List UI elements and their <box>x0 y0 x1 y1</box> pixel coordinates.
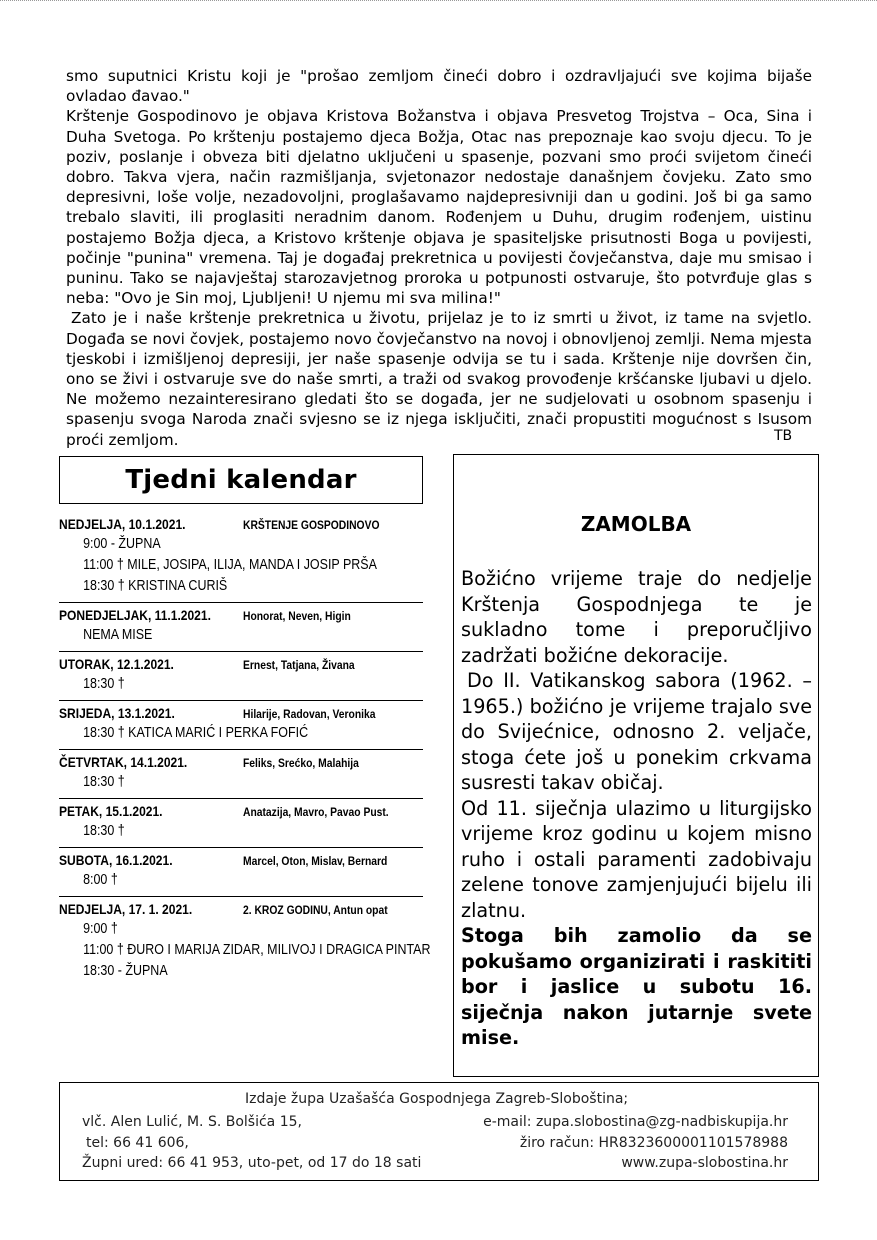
calendar-day <box>59 848 423 897</box>
calendar-day-name: SRIJEDA, 13.1.2021. <box>59 705 175 721</box>
article-text <box>66 66 812 450</box>
footer-priest-address: vlč. Alen Lulić, M. S. Bolšića 15, <box>82 1114 302 1130</box>
footer-bank-account: žiro račun: HR8323600001101578988 <box>519 1135 788 1151</box>
calendar-mass-entry: NEMA MISE <box>83 627 153 643</box>
zamolba-paragraph-3: Od 11. siječnja ulazimo u liturgijsko vrijeme kroz godinu u kojem misno ruho i ostali paramenti zadobivaju zelene tonove zamjenjujući bijelu ili zlatnu. <box>461 796 812 922</box>
article-signature: TB <box>774 428 793 444</box>
footer-box <box>59 1082 819 1181</box>
calendar-day-header <box>59 799 423 821</box>
calendar-day-note: Honorat, Neven, Higin <box>243 609 351 623</box>
calendar-day-name: SUBOTA, 16.1.2021. <box>59 852 173 868</box>
calendar-day-header <box>59 512 423 534</box>
calendar-day-note: Anatazija, Mavro, Pavao Pust. <box>243 805 389 819</box>
calendar-mass-entry: 9:00 † <box>83 921 118 937</box>
footer-phone: tel: 66 41 606, <box>86 1135 189 1151</box>
calendar-day-note: Hilarije, Radovan, Veronika <box>243 707 376 721</box>
calendar-day <box>59 750 423 799</box>
calendar-mass-entry: 11:00 † ĐURO I MARIJA ZIDAR, MILIVOJ I DRAGICA PINTAR <box>83 942 431 958</box>
calendar-mass-entry: 18:30 † KRISTINA CURIŠ <box>83 578 228 594</box>
article-paragraph-3: Zato je i naše krštenje prekretnica u životu, prijelaz je to iz smrti u život, iz tame na svjetlo. Događa se novi čovjek, postajemo novo čovječanstvo na novoj i obnovljenoj zemlji. Nema mjesta tjeskobi i izmišljenoj depresiji, jer naše spasenje odvija se tu i sada. Krštenje nije dovršen čin, ono se živi i ostvaruje sve do naše smrti, a traži od svakog provođenje kršćanske ljubavi u djelo. Ne možemo nezainteresirano gledati što se događa, jer ne sudjelovati u osobnom spasenju i spasenju svoga Naroda znači svjesno se iz njega isključiti, znači propustiti mogućnost s Isusom proći zemljom. <box>66 309 812 449</box>
footer-publisher: Izdaje župa Uzašašća Gospodnjega Zagreb-Sloboština; <box>245 1091 629 1107</box>
calendar-mass-entry: 18:30 † <box>83 774 125 790</box>
calendar-day <box>59 603 423 652</box>
calendar-day-note: Ernest, Tatjana, Živana <box>243 658 355 672</box>
footer-email: e-mail: zupa.slobostina@zg-nadbiskupija.hr <box>483 1114 788 1130</box>
calendar-mass-entry: 8:00 † <box>83 872 118 888</box>
calendar-day-header <box>59 750 423 772</box>
page-top-border <box>0 0 877 2</box>
calendar-mass-entry: 11:00 † MILE, JOSIPA, ILIJA, MANDA I JOSIP PRŠA <box>83 557 377 573</box>
calendar-day <box>59 897 431 987</box>
calendar-mass-entry: 18:30 † <box>83 676 125 692</box>
weekly-calendar <box>59 512 431 987</box>
calendar-day <box>59 701 423 750</box>
calendar-day-note: KRŠTENJE GOSPODINOVO <box>243 518 380 532</box>
calendar-day-header <box>59 652 423 674</box>
zamolba-paragraph-1: Božićno vrijeme traje do nedjelje Krštenja Gospodnjega te je sukladno tome i preporučljivo zadržati božićne dekoracije. <box>461 567 812 667</box>
zamolba-title: ZAMOLBA <box>580 512 692 536</box>
zamolba-box <box>453 454 819 1077</box>
zamolba-text <box>461 566 812 1051</box>
calendar-day <box>59 799 423 848</box>
calendar-day-name: UTORAK, 12.1.2021. <box>59 656 174 672</box>
calendar-day-header <box>59 603 423 625</box>
calendar-mass-entry: 18:30 - ŽUPNA <box>83 963 168 979</box>
calendar-day-name: NEDJELJA, 17. 1. 2021. <box>59 901 193 917</box>
calendar-day-header <box>59 897 423 919</box>
footer-office-hours: Župni ured: 66 41 953, uto-pet, od 17 do 18 sati <box>82 1155 422 1171</box>
article-paragraph-2: Krštenje Gospodinovo je objava Kristova Božanstva i objava Presvetog Trojstva – Oca, Sina i Duha Svetoga. Po krštenju postajemo djeca Božja, Otac nas prepoznaje kao svoju djecu. To je poziv, poslanje i obveza biti djelatno uključeni u spasenje, pozvani smo proći svijetom čineći dobro. Takva vjera, način razmišljanja, svjetonazor nedostaje današnjem čovjeku. Zato smo depresivni, loše volje, nezadovoljni, proglašavamo najdepresivniji dan u godini. Još bi ga samo trebalo slaviti, ili proglasiti neradnim danom. Rođenjem u Duhu, drugim rođenjem, uistinu postajemo Božja djeca, a Kristovo krštenje objava je spasiteljske prisutnosti Boga u povijesti, počinje "punina" vremena. Taj je događaj prekretnica u povijesti čovječanstva, daje mu smisao i puninu. Tako se najavještaj starozavjetnog proroka u potpunosti ostvaruje, što potvrđuje glas s neba: "Ovo je Sin moj, Ljubljeni! U njemu mi sva milina!" <box>66 107 812 308</box>
calendar-day-header <box>59 848 423 870</box>
article-paragraph-1: smo suputnici Kristu koji je "prošao zemljom čineći dobro i ozdravljajući sve kojima bijaše ovladao đavao." <box>66 67 812 106</box>
calendar-day-header <box>59 701 423 723</box>
calendar-day-name: PETAK, 15.1.2021. <box>59 803 163 819</box>
zamolba-paragraph-2: Do II. Vatikanskog sabora (1962. – 1965.) božićno je vrijeme trajalo sve do Svijećnice, odnosno 2. veljače, stoga ćete još u ponekim crkvama susresti takav običaj. <box>461 669 812 794</box>
calendar-day-note: Feliks, Srećko, Malahija <box>243 756 359 770</box>
calendar-day-name: PONEDJELJAK, 11.1.2021. <box>59 607 211 623</box>
calendar-day-note: 2. KROZ GODINU, Antun opat <box>243 903 388 917</box>
calendar-mass-entry: 18:30 † <box>83 823 125 839</box>
calendar-day-name: ČETVRTAK, 14.1.2021. <box>59 754 188 770</box>
footer-website: www.zupa-slobostina.hr <box>621 1155 788 1171</box>
zamolba-request: Stoga bih zamolio da se pokušamo organizirati i raskititi bor i jaslice u subotu 16. siječnja nakon jutarnje svete mise. <box>461 924 812 1049</box>
calendar-title: Tjedni kalendar <box>59 456 423 504</box>
calendar-day-name: NEDJELJA, 10.1.2021. <box>59 516 186 532</box>
calendar-day <box>59 512 423 603</box>
calendar-day <box>59 652 423 701</box>
calendar-mass-entry: 18:30 † KATICA MARIĆ I PERKA FOFIĆ <box>83 725 309 741</box>
calendar-day-note: Marcel, Oton, Mislav, Bernard <box>243 854 388 868</box>
calendar-mass-entry: 9:00 - ŽUPNA <box>83 536 161 552</box>
